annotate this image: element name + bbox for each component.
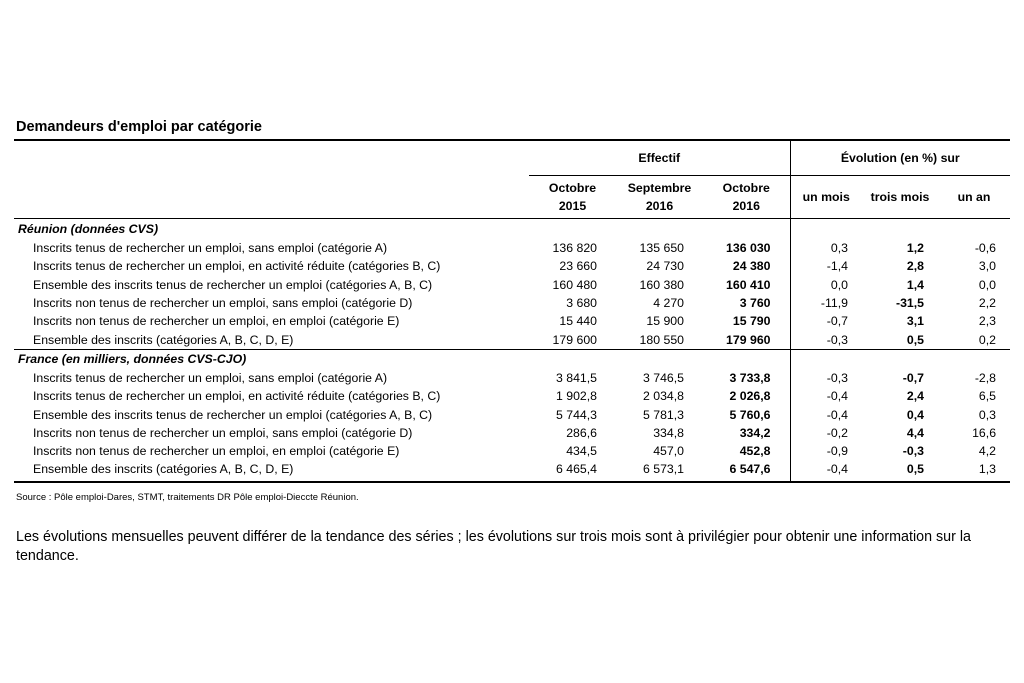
evolution-trois-mois: -0,7 (902, 370, 924, 385)
evolution-un-mois: -0,4 (790, 387, 862, 405)
evolution-un-mois: -0,9 (790, 442, 862, 460)
evolution-trois-mois: 2,4 (906, 389, 924, 404)
header-empty-cell (14, 140, 529, 176)
evolution-un-mois: -0,3 (790, 330, 862, 349)
table-row (14, 330, 1010, 349)
value-oct-2016: 3 760 (739, 296, 771, 311)
row-label: Ensemble des inscrits (catégories A, B, C, D, E) (33, 332, 294, 347)
evolution-un-mois: -0,4 (790, 460, 862, 481)
evolution-trois-mois: -0,3 (902, 444, 924, 459)
header-effectif: Effectif (529, 140, 790, 176)
evolution-trois-mois: 2,8 (906, 259, 924, 274)
value-oct-2016: 136 030 (726, 241, 771, 256)
value-sep-2016: 6 573,1 (616, 460, 703, 481)
evolution-un-an: 6,5 (978, 389, 997, 404)
table-title: Demandeurs d'emploi par catégorie (16, 119, 262, 135)
evolution-un-an: 2,2 (978, 296, 997, 311)
section-empty-cell (790, 219, 862, 240)
section-empty-cell (703, 219, 790, 240)
evolution-un-an: 1,3 (938, 460, 1010, 481)
section-empty-cell (703, 349, 790, 369)
evolution-un-mois: -0,2 (790, 424, 862, 442)
evolution-un-mois: -1,4 (790, 257, 862, 275)
evolution-un-mois: -0,7 (790, 312, 862, 330)
row-label: Ensemble des inscrits tenus de rechercher un emploi (catégories A, B, C) (33, 407, 433, 422)
section-title: Réunion (données CVS) (14, 219, 529, 240)
header-evolution: Évolution (en %) sur (790, 140, 1010, 176)
value-oct-2016: 452,8 (739, 444, 771, 459)
header-col-oct-2015: Octobre 2015 (548, 181, 597, 213)
evolution-trois-mois: 0,5 (906, 332, 924, 347)
value-oct-2016: 2 026,8 (729, 389, 771, 404)
value-sep-2016: 5 781,3 (642, 407, 684, 422)
row-label: Inscrits non tenus de rechercher un emploi, en emploi (catégorie E) (33, 314, 400, 329)
header-empty-cell (14, 176, 529, 219)
evolution-trois-mois: 3,1 (906, 314, 924, 329)
value-sep-2016: 180 550 (639, 332, 684, 347)
table-row (14, 257, 1010, 275)
source-note: Source : Pôle emploi-Dares, STMT, traitements DR Pôle emploi-Dieccte Réunion. (16, 491, 359, 503)
header-col-un-mois: un mois (790, 176, 862, 219)
value-oct-2015: 1 902,8 (555, 389, 597, 404)
section-empty-cell (616, 349, 703, 369)
value-oct-2015: 179 600 (552, 332, 597, 347)
evolution-un-an: 0,3 (978, 407, 997, 422)
evolution-trois-mois: 1,4 (906, 277, 924, 292)
section-header-row (14, 219, 1010, 240)
header-row-groups (14, 140, 1010, 176)
value-oct-2016: 3 733,8 (729, 370, 771, 385)
evolution-un-mois: -0,4 (790, 405, 862, 423)
section-empty-cell (529, 219, 616, 240)
section-empty-cell (862, 219, 938, 240)
section-empty-cell (938, 349, 1010, 369)
header-col-trois-mois: trois mois (870, 190, 930, 204)
table-row (14, 294, 1010, 312)
section-empty-cell (938, 219, 1010, 240)
value-oct-2015: 434,5 (566, 444, 597, 459)
table-row (14, 424, 1010, 442)
row-label: Ensemble des inscrits (catégories A, B, C, D, E) (14, 460, 529, 481)
evolution-trois-mois: 4,4 (906, 425, 924, 440)
row-label: Inscrits non tenus de rechercher un emploi, en emploi (catégorie E) (33, 444, 400, 459)
value-sep-2016: 24 730 (646, 259, 684, 274)
evolution-trois-mois: 0,5 (862, 460, 938, 481)
row-label: Inscrits non tenus de rechercher un emploi, sans emploi (catégorie D) (33, 296, 413, 311)
value-sep-2016: 160 380 (639, 277, 684, 292)
section-header-row (14, 349, 1010, 369)
evolution-un-mois: -11,9 (790, 294, 862, 312)
row-label: Inscrits tenus de rechercher un emploi, en activité réduite (catégories B, C) (33, 259, 441, 274)
table-row (14, 460, 1010, 481)
evolution-trois-mois: -31,5 (895, 296, 924, 311)
table-row (14, 312, 1010, 330)
value-oct-2015: 3 841,5 (555, 370, 597, 385)
value-oct-2016: 334,2 (739, 425, 771, 440)
header-col-un-an: un an (957, 190, 991, 204)
value-oct-2015: 136 820 (552, 241, 597, 256)
evolution-un-mois: 0,0 (790, 276, 862, 294)
evolution-un-an: 0,2 (978, 332, 997, 347)
value-sep-2016: 334,8 (653, 425, 684, 440)
row-label: Inscrits tenus de rechercher un emploi, en activité réduite (catégories B, C) (33, 389, 441, 404)
value-sep-2016: 15 900 (646, 314, 684, 329)
table-row (14, 442, 1010, 460)
table-row (14, 405, 1010, 423)
row-label: Ensemble des inscrits tenus de rechercher un emploi (catégories A, B, C) (33, 277, 433, 292)
value-oct-2015: 286,6 (566, 425, 597, 440)
evolution-un-an: 0,0 (978, 277, 997, 292)
value-sep-2016: 135 650 (639, 241, 684, 256)
value-oct-2016: 15 790 (732, 314, 771, 329)
value-oct-2015: 23 660 (559, 259, 597, 274)
header-row-columns (14, 176, 1010, 219)
evolution-un-an: -2,8 (974, 370, 997, 385)
value-oct-2015: 6 465,4 (529, 460, 616, 481)
evolution-un-an: -0,6 (974, 241, 997, 256)
document-page (14, 118, 1008, 566)
value-sep-2016: 3 746,5 (642, 370, 684, 385)
table-row (14, 239, 1010, 257)
header-col-oct-2016: Octobre 2016 (722, 181, 770, 213)
evolution-un-an: 4,2 (978, 444, 997, 459)
value-sep-2016: 2 034,8 (642, 389, 684, 404)
evolution-trois-mois: 0,4 (906, 407, 924, 422)
value-oct-2015: 15 440 (559, 314, 597, 329)
value-oct-2015: 160 480 (552, 277, 597, 292)
value-oct-2016: 6 547,6 (703, 460, 790, 481)
value-oct-2016: 24 380 (732, 259, 771, 274)
value-oct-2016: 5 760,6 (729, 407, 771, 422)
evolution-un-an: 2,3 (978, 314, 997, 329)
value-oct-2015: 3 680 (566, 296, 597, 311)
evolution-un-an: 16,6 (972, 425, 997, 440)
row-label: Inscrits non tenus de rechercher un emploi, sans emploi (catégorie D) (33, 425, 413, 440)
job-seekers-table (14, 139, 1010, 483)
table-row (14, 369, 1010, 387)
section-title: France (en milliers, données CVS-CJO) (14, 349, 529, 369)
section-empty-cell (616, 219, 703, 240)
evolution-un-an: 3,0 (978, 259, 997, 274)
row-label: Inscrits tenus de rechercher un emploi, sans emploi (catégorie A) (33, 370, 388, 385)
evolution-trois-mois: 1,2 (906, 241, 924, 256)
evolution-un-mois: 0,3 (790, 239, 862, 257)
section-empty-cell (529, 349, 616, 369)
section-empty-cell (862, 349, 938, 369)
header-col-sep-2016: Septembre 2016 (627, 181, 692, 213)
footnote-paragraph: Les évolutions mensuelles peuvent différer de la tendance des séries ; les évolutions sur trois mois sont à privilégier pour obtenir une information sur la tendance. (16, 528, 971, 564)
row-label: Inscrits tenus de rechercher un emploi, sans emploi (catégorie A) (33, 241, 388, 256)
value-oct-2015: 5 744,3 (555, 407, 597, 422)
value-oct-2016: 160 410 (726, 277, 771, 292)
value-oct-2016: 179 960 (726, 332, 771, 347)
evolution-un-mois: -0,3 (790, 369, 862, 387)
value-sep-2016: 4 270 (653, 296, 684, 311)
value-sep-2016: 457,0 (653, 444, 684, 459)
section-empty-cell (790, 349, 862, 369)
table-row (14, 387, 1010, 405)
table-row (14, 276, 1010, 294)
